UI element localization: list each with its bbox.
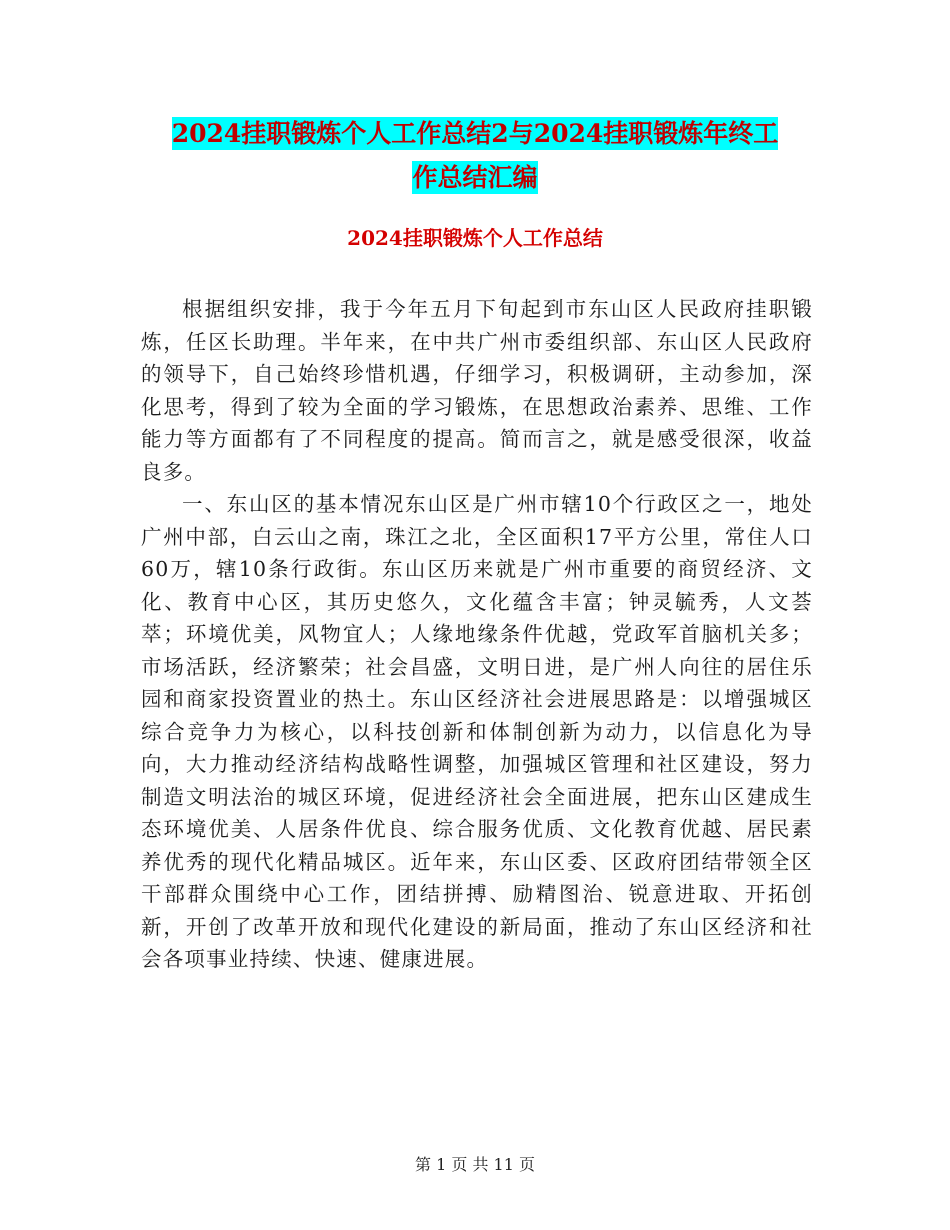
paragraph-1: 根据组织安排，我于今年五月下旬起到市东山区人民政府挂职锻炼，任区长助理。半年来，在中共广州市委组织部、东山区人民政府的领导下，自己始终珍惜机遇，仔细学习，积极调研，主动参加，深化思考，得到了较为全面的学习锻炼，在思想政治素养、思维、工作能力等方面都有了不同程度的提高。简而言之，就是感受很深，收益良多。 — [141, 297, 813, 484]
page-footer: 第 1 页 共 11 页 — [415, 1155, 535, 1174]
paragraph-2: 一、东山区的基本情况东山区是广州市辖10个行政区之一，地处广州中部，白云山之南，珠江之北，全区面积17平方公里，常住人口60万，辖10条行政街。东山区历来就是广州市重要的商贸经济、文化、教育中心区，其历史悠久，文化蕴含丰富；钟灵毓秀，人文荟萃；环境优美，风物宜人；人缘地缘条件优越，党政军首脑机关多；市场活跃，经济繁荣；社会昌盛，文明日进，是广州人向往的居住乐园和商家投资置业的热土。东山区经济社会进展思路是：以增强城区综合竞争力为核心，以科技创新和体制创新为动力，以信息化为导向，大力推动经济结构战略性调整，加强城区管理和社区建设，努力制造文明法治的城区环境，促进经济社会全面进展，把东山区建成生态环境优美、人居条件优良、综合服务优质、文化教育优越、居民素养优秀的现代化精品城区。近年来，东山区委、区政府团结带领全区干部群众围绕中心工作，团结拼搏、励精图治、锐意进取、开拓创新，开创了改革开放和现代化建设的新局面，推动了东山区经济和社会各项事业持续、快速、健康进展。 — [141, 492, 813, 971]
body-text — [141, 293, 813, 976]
document-title — [0, 112, 950, 200]
section-title: 2024挂职锻炼个人工作总结 — [347, 226, 603, 250]
title-line-1: 2024挂职锻炼个人工作总结2与2024挂职锻炼年终工 — [171, 119, 779, 148]
title-line-2: 作总结汇编 — [412, 163, 538, 192]
